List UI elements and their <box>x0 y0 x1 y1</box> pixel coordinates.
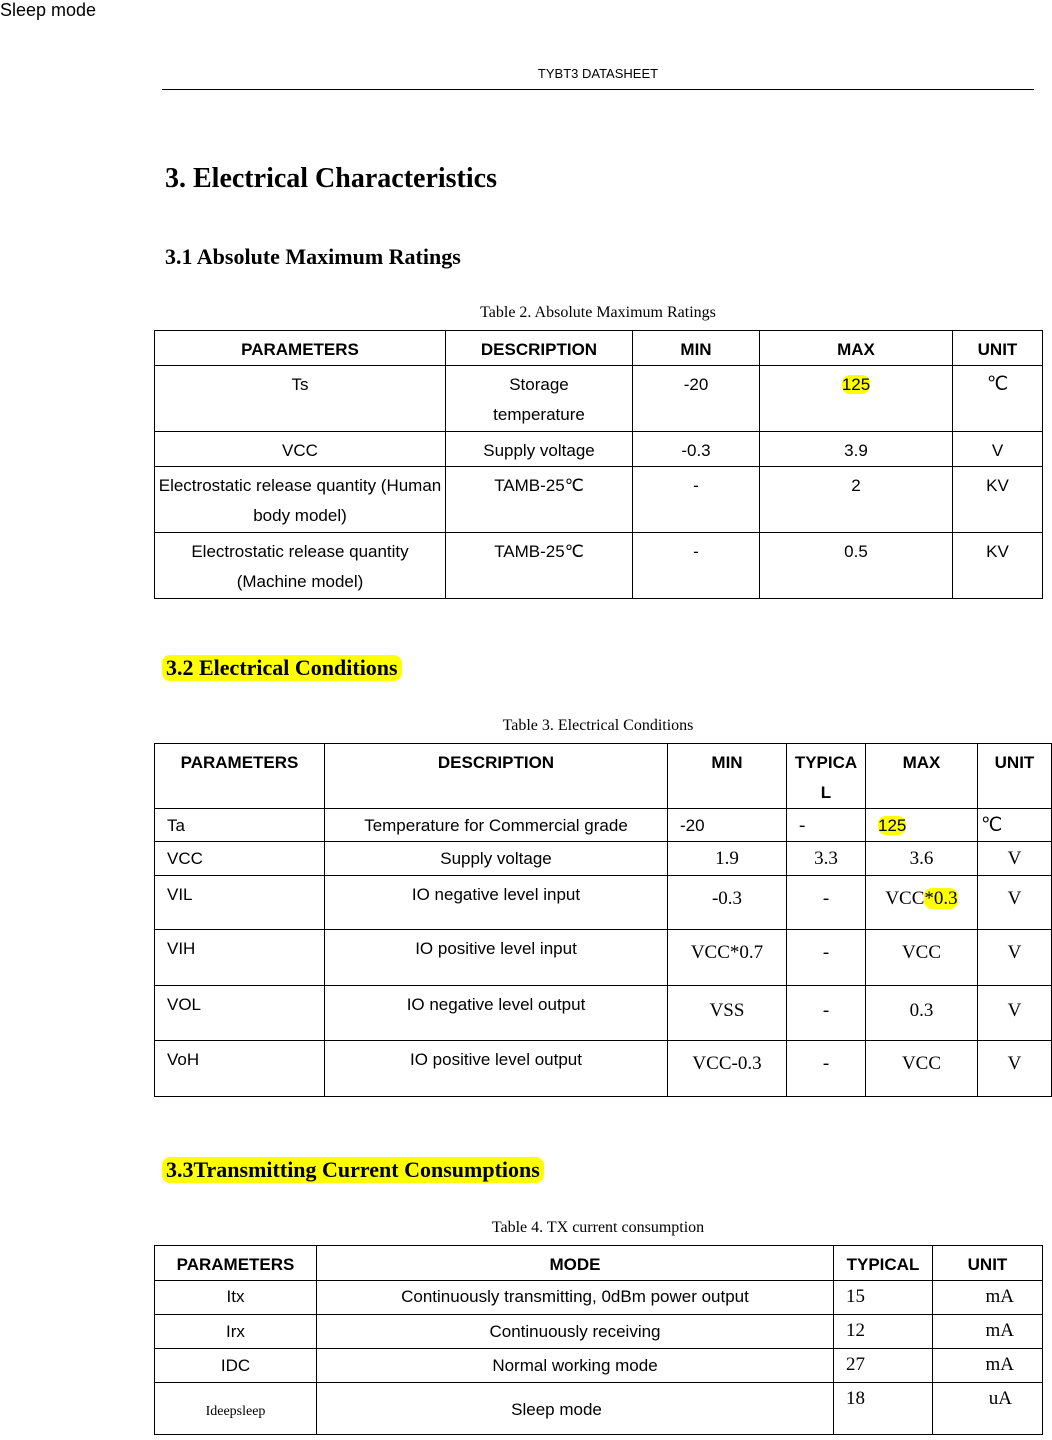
table3-caption: Table 3. Electrical Conditions <box>502 717 694 734</box>
cell: 15 <box>834 1281 933 1315</box>
cell: Continuously transmitting, 0dBm power output <box>317 1281 834 1315</box>
cell: Electrostatic release quantity (Machine model) <box>155 533 446 599</box>
table-header-row <box>155 1246 1043 1281</box>
cell: VOL <box>155 986 325 1041</box>
cell: V <box>978 930 1052 986</box>
highlighted-value: 125 <box>878 816 907 835</box>
table-row <box>155 1383 1043 1435</box>
cell: VCC <box>866 930 978 986</box>
electrical-conditions-table <box>154 743 1052 1097</box>
section-title: 3. Electrical Characteristics <box>165 163 497 194</box>
cell: Ta <box>155 809 325 842</box>
cell: Itx <box>155 1281 317 1315</box>
cell: ℃ <box>978 809 1052 842</box>
table-row <box>155 842 1052 876</box>
cell: 0.3 <box>866 986 978 1041</box>
cell: Normal working mode <box>317 1349 834 1383</box>
cell: mA <box>933 1349 1043 1383</box>
subsection-title-3-3: 3.3Transmitting Current Consumptions <box>162 1157 544 1183</box>
cell: TAMB-25℃ <box>446 533 633 599</box>
table4-caption: Table 4. TX current consumption <box>491 1219 705 1236</box>
col-header: UNIT <box>978 744 1052 809</box>
cell: IO positive level output <box>325 1041 668 1097</box>
cell: IO negative level output <box>325 986 668 1041</box>
cell: - <box>787 809 866 842</box>
subsection-title-3-2: 3.2 Electrical Conditions <box>162 655 402 681</box>
table-row <box>155 1041 1052 1097</box>
cell: 12 <box>834 1315 933 1349</box>
col-header: TYPICAL <box>787 744 866 809</box>
table-header-row <box>155 331 1043 366</box>
top-label: Sleep mode <box>0 0 97 20</box>
cell <box>866 809 978 842</box>
cell: VIL <box>155 876 325 930</box>
table-row <box>155 467 1043 533</box>
col-header: MAX <box>866 744 978 809</box>
cell: mA <box>933 1315 1043 1349</box>
cell: Continuously receiving <box>317 1315 834 1349</box>
cell <box>760 366 953 432</box>
header-title: TYBT3 DATASHEET <box>537 66 659 81</box>
cell: Temperature for Commercial grade <box>325 809 668 842</box>
cell: -20 <box>668 809 787 842</box>
col-header: UNIT <box>953 331 1043 366</box>
highlighted-value: 125 <box>841 375 871 394</box>
cell: KV <box>953 467 1043 533</box>
cell: V <box>978 986 1052 1041</box>
cell: 2 <box>760 467 953 533</box>
cell: - <box>787 876 866 930</box>
cell: 0.5 <box>760 533 953 599</box>
cell: V <box>978 1041 1052 1097</box>
col-header: PARAMETERS <box>155 744 325 809</box>
subsection-title-3-1: 3.1 Absolute Maximum Ratings <box>165 244 461 269</box>
cell: 3.9 <box>760 432 953 467</box>
cell: IO positive level input <box>325 930 668 986</box>
cell: KV <box>953 533 1043 599</box>
cell: V <box>978 876 1052 930</box>
cell: Supply voltage <box>446 432 633 467</box>
cell: -20 <box>633 366 760 432</box>
cell: 3.6 <box>866 842 978 876</box>
col-header: MODE <box>317 1246 834 1281</box>
cell: uA <box>933 1383 1043 1435</box>
cell: - <box>633 467 760 533</box>
cell: Ideepsleep <box>155 1383 317 1435</box>
col-header: MAX <box>760 331 953 366</box>
table-header-row <box>155 744 1052 809</box>
col-header: PARAMETERS <box>155 1246 317 1281</box>
table-row <box>155 1315 1043 1349</box>
header-rule <box>162 89 1034 90</box>
cell: - <box>787 1041 866 1097</box>
tx-current-table <box>154 1245 1043 1435</box>
table2-caption: Table 2. Absolute Maximum Ratings <box>480 304 716 321</box>
cell: IDC <box>155 1349 317 1383</box>
cell: -0.3 <box>668 876 787 930</box>
col-header: PARAMETERS <box>155 331 446 366</box>
table-row <box>155 986 1052 1041</box>
cell: mA <box>933 1281 1043 1315</box>
cell: VoH <box>155 1041 325 1097</box>
table-row <box>155 432 1043 467</box>
cell: V <box>953 432 1043 467</box>
cell: VCC-0.3 <box>668 1041 787 1097</box>
col-header: TYPICAL <box>834 1246 933 1281</box>
absolute-max-table <box>154 330 1043 599</box>
cell: VSS <box>668 986 787 1041</box>
cell: VCC*0.7 <box>668 930 787 986</box>
table-row <box>155 366 1043 432</box>
cell: V <box>978 842 1052 876</box>
cell: 1.9 <box>668 842 787 876</box>
cell: 27 <box>834 1349 933 1383</box>
col-header: MIN <box>633 331 760 366</box>
col-header: DESCRIPTION <box>325 744 668 809</box>
cell: Supply voltage <box>325 842 668 876</box>
col-header: DESCRIPTION <box>446 331 633 366</box>
cell: - <box>787 986 866 1041</box>
cell: - <box>787 930 866 986</box>
table-row <box>155 930 1052 986</box>
col-header: UNIT <box>933 1246 1043 1281</box>
cell: -0.3 <box>633 432 760 467</box>
cell: - <box>633 533 760 599</box>
cell: VCC <box>155 842 325 876</box>
cell: VCC <box>155 432 446 467</box>
cell <box>866 876 978 930</box>
table-row <box>155 876 1052 930</box>
cell: VCC <box>866 1041 978 1097</box>
cell: ℃ <box>953 366 1043 432</box>
cell: 3.3 <box>787 842 866 876</box>
cell: Irx <box>155 1315 317 1349</box>
cell: VIH <box>155 930 325 986</box>
table-row <box>155 809 1052 842</box>
vcc-prefix: VCC <box>885 888 925 909</box>
table-row <box>155 1349 1043 1383</box>
table-row <box>155 533 1043 599</box>
cell: 18 <box>834 1383 933 1435</box>
cell: Ts <box>155 366 446 432</box>
cell: Electrostatic release quantity (Human body model) <box>155 467 446 533</box>
col-header: MIN <box>668 744 787 809</box>
table-row <box>155 1281 1043 1315</box>
cell: Storage temperature <box>446 366 633 432</box>
cell: IO negative level input <box>325 876 668 930</box>
highlighted-value: *0.3 <box>924 888 958 909</box>
cell: TAMB-25℃ <box>446 467 633 533</box>
cell: Sleep mode <box>317 1383 834 1435</box>
